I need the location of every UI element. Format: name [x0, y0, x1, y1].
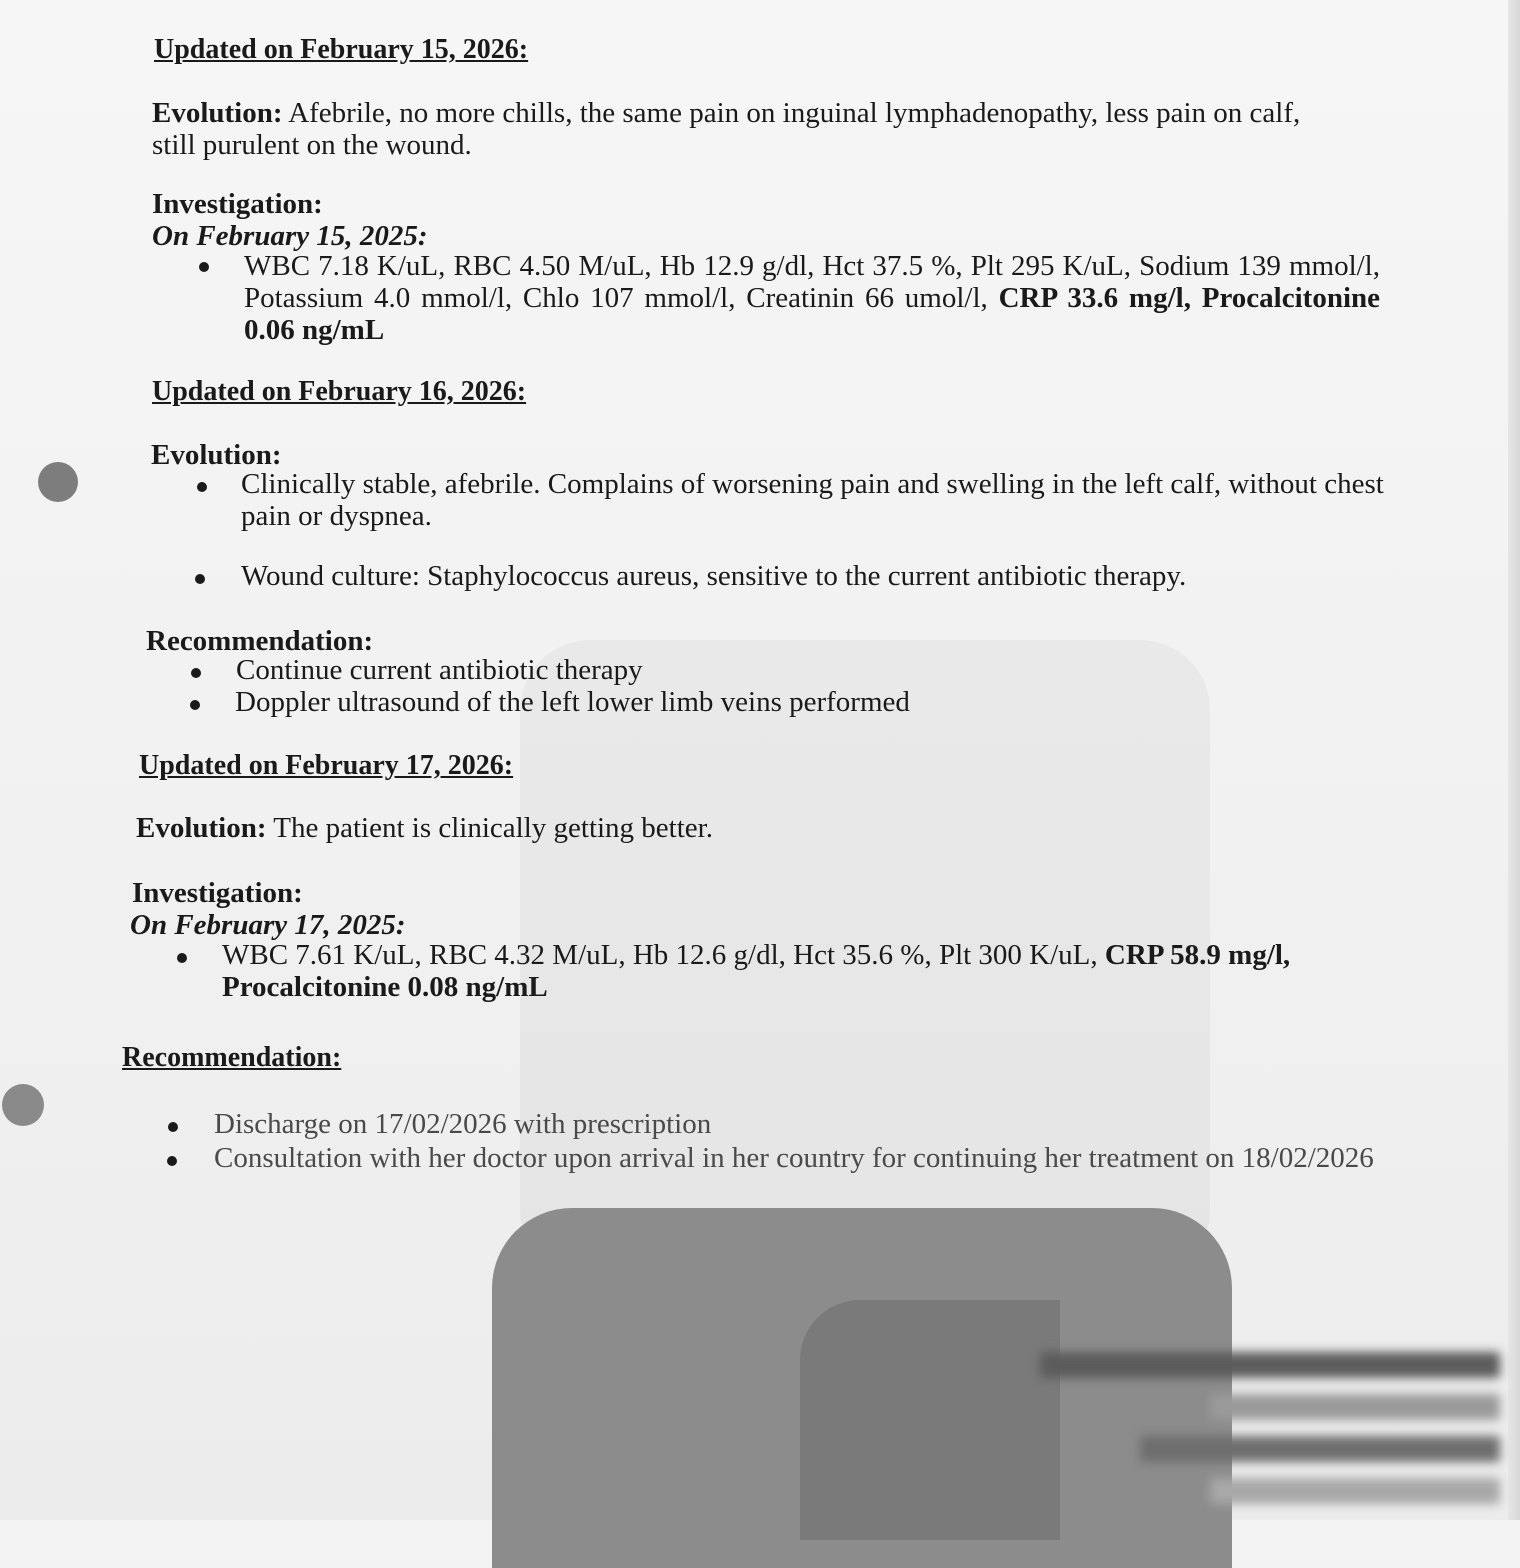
evolution-text: The patient is clinically getting better. [273, 812, 713, 844]
lab-values-highlight: CRP 58.9 mg/l, Procalcitonine 0.08 ng/mL [222, 939, 1291, 1003]
evolution-paragraph [152, 97, 1382, 161]
evolution-paragraph [136, 812, 713, 844]
recommendation-item: Consultation with her doctor upon arrival in her country for continuing her treatment on 18/02/2026 [214, 1142, 1374, 1174]
section-heading: Updated on February 16, 2026: [152, 376, 527, 407]
recommendation-item: Doppler ultrasound of the left lower limb veins performed [235, 686, 910, 718]
recommendation-item: Continue current antibiotic therapy [236, 654, 643, 686]
investigation-date: On February 15, 2025: [152, 220, 428, 252]
bullet [195, 574, 205, 584]
bullet [168, 1122, 178, 1132]
evolution-label: Evolution: [152, 97, 283, 129]
punch-hole [2, 1084, 44, 1126]
investigation-label: Investigation: [152, 188, 323, 220]
bullet [199, 262, 209, 272]
bullet [197, 482, 207, 492]
shadow-overlay-hand [800, 1300, 1060, 1540]
investigation-date: On February 17, 2025: [130, 909, 406, 941]
bullet [191, 668, 201, 678]
evolution-text-cont: still purulent on the wound. [152, 129, 472, 161]
bullet [167, 1156, 177, 1166]
lab-results [244, 250, 1380, 346]
punch-hole [38, 462, 78, 502]
bullet [177, 953, 187, 963]
recommendation-label: Recommendation: [146, 625, 374, 657]
redacted-stamp [1040, 1352, 1510, 1520]
recommendation-heading: Recommendation: [122, 1042, 342, 1073]
evolution-label: Evolution: [151, 439, 282, 471]
lab-values: WBC 7.18 K/uL, RBC 4.50 M/uL, Hb 12.9 g/dl, Hct 37.5 %, Plt 295 K/uL, Sodium 139 mmol/l, Potassium 4.0 mmol/l, Chlo 107 mmol/l, Creatinin 66 umol/l, [244, 250, 1380, 314]
paper-edge [1508, 0, 1520, 1520]
evolution-label: Evolution: [136, 812, 267, 844]
evolution-item: Clinically stable, afebrile. Complains of worsening pain and swelling in the left calf, without chest pain or dyspnea. [241, 468, 1384, 532]
investigation-label: Investigation: [132, 877, 303, 909]
lab-values-highlight: CRP 33.6 mg/l, Procalcitonine 0.06 ng/mL [244, 282, 1381, 346]
lab-values: WBC 7.61 K/uL, RBC 4.32 M/uL, Hb 12.6 g/dl, Hct 35.6 %, Plt 300 K/uL, [222, 939, 1098, 971]
recommendation-item: Discharge on 17/02/2026 with prescription [214, 1108, 712, 1140]
section-heading: Updated on February 17, 2026: [139, 750, 514, 781]
section-heading: Updated on February 15, 2026: [154, 34, 529, 65]
evolution-item: Wound culture: Staphylococcus aureus, sensitive to the current antibiotic therapy. [241, 560, 1187, 592]
evolution-text: Afebrile, no more chills, the same pain on inguinal lymphadenopathy, less pain on calf, [288, 97, 1301, 129]
lab-results [222, 939, 1462, 1003]
bullet [190, 700, 200, 710]
